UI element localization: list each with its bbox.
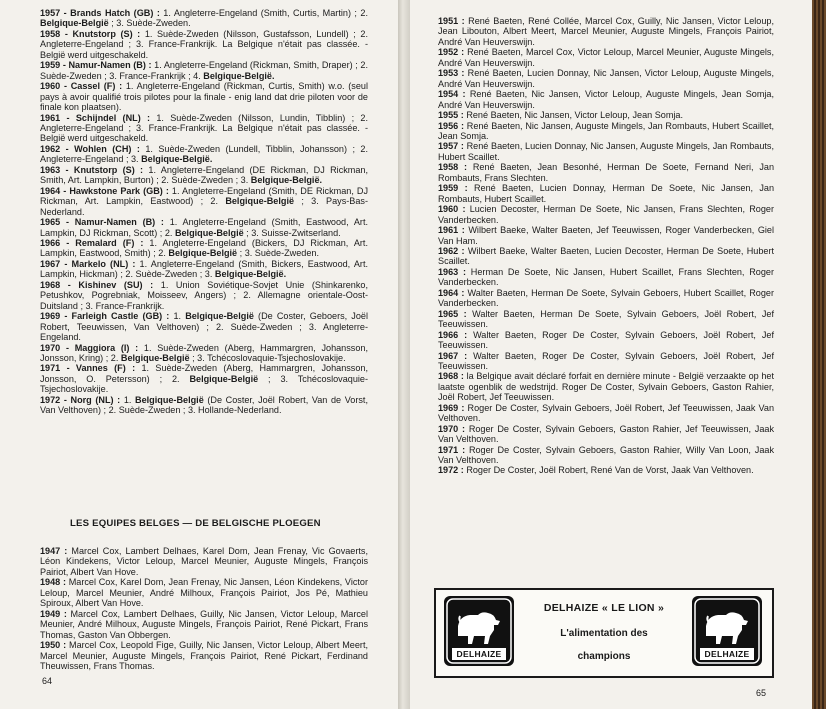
- team-year: 1954 :: [438, 89, 470, 100]
- result-belgium: Belgique-België: [225, 196, 295, 207]
- team-members: René Baeten, Lucien Donnay, Nic Jansen, Victor Leloup, Auguste Mingels, André Van Heuverswijn.: [438, 68, 775, 89]
- team-members: Lucien Decoster, Herman De Soete, Nic Jansen, Frans Slechten, Roger Vanderbecken.: [438, 204, 774, 225]
- team-year: 1956 :: [438, 120, 467, 131]
- team-entry: [438, 288, 774, 309]
- team-entry: [438, 141, 774, 162]
- result-text: 1. Angleterre-Engeland (Smith, Eastwood, Art. Lampkin, DJ Rickman, Scott) ; 2.: [40, 217, 369, 238]
- team-entry: [438, 403, 774, 424]
- team-members: Marcel Cox, Lambert Delhaes, Karel Dom, Jean Frenay, Vic Govaerts, Léon Kindekens, Victor Leloup, Marcel Meunier, Auguste Mingels, François Pairiot, Albert Van Hove.: [40, 546, 368, 577]
- result-entry: [40, 8, 368, 29]
- team-members: Roger De Coster, Sylvain Geboers, Gaston Rahier, Willy Van Loon, Jaak Van Velthoven.: [438, 444, 775, 466]
- result-belgium: Belgique-België: [168, 248, 238, 259]
- team-year: 1950 :: [40, 640, 70, 651]
- result-belgium: Belgique-België: [185, 311, 254, 322]
- result-text: 1. Angleterre-Engeland (Smith, Bickers, Eastwood, Art. Lampkin, Hickman) ; 2. Suède-Zweden ; 3.: [40, 258, 368, 280]
- team-entry: [438, 424, 774, 445]
- team-members: René Baeten, Jean Besonhé, Herman De Soete, Fernand Neri, Jan Rombauts, Frans Slechten.: [438, 162, 775, 183]
- result-text: 1. Angleterre-Engeland (Smith, DE Rickman, DJ Rickman, Art. Lampkin, Eastwood) ; 2.: [40, 185, 369, 207]
- result-entry: [40, 113, 368, 144]
- team-year: 1964 :: [438, 287, 468, 298]
- delhaize-lion-logo-left: [444, 596, 514, 666]
- result-year-place: 1970 - Maggiora (I) :: [40, 342, 144, 353]
- team-entry: [438, 183, 774, 204]
- result-tail: ; 3. Suède-Zweden.: [108, 18, 191, 29]
- result-belgium: Belgique-België.: [214, 269, 287, 280]
- result-year-place: 1962 - Wohlen (CH) :: [40, 143, 146, 154]
- team-year: 1951 :: [438, 16, 469, 26]
- team-entry: [438, 16, 774, 47]
- team-members: Walter Baeten, Roger De Coster, Sylvain Geboers, Joël Robert, Jef Teeuwissen.: [438, 350, 774, 371]
- team-members: la Belgique avait déclaré forfait en dernière minute - België verzaakte op het laatste ogenblik de wedstrijd. Roger De Coster, Sylvain Geboers, Gaston Rahier, Joël Robert, Jef Teeuwissen.: [438, 371, 774, 403]
- team-members: Roger De Coster, Sylvain Geboers, Joël Robert, Jef Teeuwissen, Jaak Van Velthoven.: [438, 402, 774, 424]
- result-belgium: Belgique-België: [174, 227, 244, 238]
- result-text: 1. Suède-Zweden (Aberg, Hammargren, Johansson, Jonsson, O. Petersson) ; 2.: [40, 363, 368, 384]
- result-text: 1.: [173, 311, 186, 322]
- ad-text: [520, 602, 688, 662]
- team-members: Marcel Cox, Lambert Delhaes, Guilly, Nic Jansen, Victor Leloup, Marcel Meunier, André Milhoux, Auguste Mingels, François Pairiot, René Pickart, Frans Thomas, Gaston Van Obbergen.: [40, 608, 369, 640]
- results-list: [40, 8, 368, 416]
- team-entry: [438, 371, 774, 402]
- team-year: 1967 :: [438, 350, 474, 361]
- team-entry: [438, 351, 774, 372]
- result-year-place: 1958 - Knutstorp (S) :: [40, 28, 145, 39]
- result-entry: [40, 311, 368, 342]
- result-tail: ; 3. Suisse-Zwitserland.: [243, 227, 341, 238]
- result-year-place: 1965 - Namur-Namen (B) :: [40, 217, 170, 228]
- logo-word-left: DELHAIZE: [456, 649, 502, 659]
- team-members: René Baeten, Lucien Donnay, Herman De Soete, Nic Jansen, Jan Rombauts, Hubert Scaillet.: [438, 183, 775, 204]
- result-tail: ; 3. Tchécoslovaquie-Tsjechoslovakije.: [189, 352, 346, 363]
- result-tail: ; 3. Tchécoslovaquie-Tsjechoslovakije.: [40, 373, 368, 395]
- book-gutter: [398, 0, 410, 709]
- team-entry: [438, 267, 774, 288]
- team-members: Walter Baeten, Herman De Soete, Sylvain Geboers, Hubert Scaillet, Roger Vanderbecken.: [438, 287, 775, 309]
- team-entry: [40, 609, 368, 640]
- result-text: 1. Suède-Zweden (Aberg, Hammargren, Johansson, Jonsson, Kring) ; 2.: [40, 342, 368, 363]
- result-tail: (De Coster, Joël Robert, Van de Vorst, Van Velthoven) ; 2. Suède-Zweden ; 3. Hollande-Nederland.: [40, 394, 368, 416]
- team-year: 1949 :: [40, 608, 71, 619]
- result-text: 1. Union Soviétique-Sovjet Unie (Shinkarenko, Petushkov, Pogrebniak, Moisseev, Angers) ; 2. Allemagne orientale-Oost-Duitsland ; 3. France-Frankrijk.: [40, 279, 368, 311]
- result-text: 1. Angleterre-Engeland (Rickman, Curtis, Smith) w.o. (seul pays à avoir qualifié trois pilotes pour la finale - enig land dat drie piloten voor de finale kon plaatsen).: [40, 81, 368, 113]
- team-members: Walter Baeten, Herman De Soete, Sylvain Geboers, Joël Robert, Jef Teeuwissen.: [438, 308, 774, 330]
- section-title: LES EQUIPES BELGES — DE BELGISCHE PLOEGEN: [70, 518, 321, 529]
- team-year: 1957 :: [438, 141, 467, 152]
- result-belgium: Belgique-België: [189, 373, 259, 384]
- team-year: 1958 :: [438, 162, 473, 173]
- result-entry: [40, 343, 368, 364]
- result-entry: [40, 238, 368, 259]
- team-members: Marcel Cox, Karel Dom, Jean Frenay, Nic Jansen, Léon Kindekens, Victor Leloup, Marcel Meunier, André Milhoux, François Pairiot, Jos Pé, Mathieu Spiroux, Albert Van Hove.: [40, 577, 368, 609]
- book-page-edges: [812, 0, 826, 709]
- team-entry: [438, 246, 774, 267]
- team-year: 1970 :: [438, 423, 469, 434]
- team-year: 1969 :: [438, 402, 468, 413]
- result-tail: ; 3. Suède-Zweden.: [237, 248, 320, 259]
- result-text: 1. Angleterre-Engeland (Smith, Curtis, Martin) ; 2.: [163, 8, 368, 18]
- team-year: 1962 :: [438, 245, 468, 256]
- result-year-place: 1963 - Knutstorp (S) :: [40, 164, 149, 175]
- team-entry: [40, 640, 368, 671]
- result-entry: [40, 363, 368, 394]
- team-entry: [438, 121, 774, 142]
- result-year-place: 1957 - Brands Hatch (GB) :: [40, 8, 164, 18]
- ad-headline: DELHAIZE « LE LION »: [543, 602, 665, 614]
- team-entry: [438, 47, 774, 68]
- team-members: Wilbert Baeke, Walter Baeten, Jef Teeuwissen, Roger Vanderbecken, Giel Van Ham.: [438, 225, 774, 246]
- result-year-place: 1969 - Farleigh Castle (GB) :: [40, 311, 174, 322]
- team-members: René Baeten, René Collée, Marcel Cox, Guilly, Nic Jansen, Victor Leloup, Jean Libouton, Albert Meert, Marcel Meunier, Auguste Mingels, François Pairiot, André Van Heuverswijn.: [438, 16, 775, 47]
- result-text: 1. Angleterre-Engeland (DE Rickman, DJ Rickman, Smith, Art. Lampkin, Burton) ; 2. Suède-Zweden ; 3.: [40, 164, 368, 186]
- result-entry: [40, 395, 368, 416]
- team-members: Walter Baeten, Roger De Coster, Sylvain Geboers, Joël Robert, Jef Teeuwissen.: [438, 329, 774, 351]
- result-belgium: Belgique-België.: [141, 154, 213, 165]
- team-entry: [40, 577, 368, 608]
- result-belgium: Belgique-België: [40, 18, 109, 29]
- page-number-left: 64: [42, 676, 53, 686]
- team-year: 1961 :: [438, 225, 469, 236]
- result-text: 1. Suède-Zweden (Nilsson, Gustafsson, Lundell) ; 2. Angleterre-Engeland ; 3. France-Frankrijk. La Belgique n'était pas classée. - België werd uitgeschakeld.: [40, 28, 368, 60]
- result-text: 1.: [123, 394, 136, 405]
- team-members: Wilbert Baeke, Walter Baeten, Lucien Decoster, Herman De Soete, Hubert Scaillet.: [438, 245, 774, 267]
- result-entry: [40, 217, 368, 238]
- page-number-right: 65: [756, 688, 767, 698]
- team-members: Marcel Cox, Leopold Fige, Guilly, Nic Jansen, Victor Leloup, Albert Meert, Marcel Meunier, Auguste Mingels, François Pairiot, René Pickart, Ferdinand Theuwissen, Frans Thomas.: [40, 640, 368, 671]
- result-year-place: 1961 - Schijndel (NL) :: [40, 112, 157, 123]
- result-year-place: 1971 - Vannes (F) :: [40, 363, 142, 374]
- team-entry: [438, 68, 774, 89]
- result-year-place: 1967 - Markelo (NL) :: [40, 258, 140, 269]
- result-entry: [40, 280, 368, 311]
- ad-line-3: champions: [577, 651, 631, 662]
- team-entry: [438, 110, 774, 120]
- right-page: [410, 0, 812, 709]
- team-year: 1947 :: [40, 546, 72, 556]
- result-tail: (De Coster, Geboers, Joël Robert, Teeuwissen, Van Velthoven) ; 2. Suède-Zweden ; 3. Angleterre-Engeland.: [40, 311, 368, 343]
- result-entry: [40, 259, 368, 280]
- team-entry: [438, 225, 774, 246]
- result-entry: [40, 144, 368, 165]
- team-year: 1948 :: [40, 577, 69, 588]
- result-belgium: Belgique-België: [120, 352, 190, 363]
- result-belgium: Belgique-België: [135, 394, 204, 405]
- teams-list-right: [438, 16, 774, 476]
- team-year: 1960 :: [438, 204, 470, 215]
- team-members: René Baeten, Nic Jansen, Auguste Mingels, Jan Rombauts, Hubert Scaillet, Jean Somja.: [438, 120, 775, 141]
- result-entry: [40, 81, 368, 112]
- team-entry: [438, 89, 774, 110]
- result-text: 1. Angleterre-Engeland (Bickers, DJ Rickman, Art. Lampkin, Eastwood, Smith) ; 2.: [40, 237, 368, 259]
- team-entry: [438, 330, 774, 351]
- logo-word-right: DELHAIZE: [704, 649, 750, 659]
- team-members: René Baeten, Nic Jansen, Victor Leloup, Jean Somja.: [466, 110, 684, 121]
- result-year-place: 1964 - Hawkstone Park (GB) :: [40, 185, 172, 196]
- delhaize-advertisement: [434, 588, 774, 678]
- result-belgium: Belgique-België.: [250, 175, 323, 186]
- team-year: 1972 :: [438, 465, 467, 476]
- result-year-place: 1968 - Kishinev (SU) :: [40, 279, 161, 290]
- ad-line-2: L'alimentation des: [560, 628, 648, 639]
- result-entry: [40, 186, 368, 217]
- result-year-place: 1960 - Cassel (F) :: [40, 81, 126, 92]
- team-members: René Baeten, Lucien Donnay, Nic Jansen, Auguste Mingels, Jan Rombauts, Hubert Scaillet.: [438, 141, 775, 162]
- team-members: Herman De Soete, Nic Jansen, Hubert Scaillet, Frans Slechten, Roger Vanderbecken.: [438, 266, 774, 288]
- result-text: 1. Angleterre-Engeland (Rickman, Smith, Draper) ; 2. Suède-Zweden ; 3. France-Frankrijk ; 4.: [40, 60, 368, 81]
- team-entry: [438, 162, 774, 183]
- team-members: Roger De Coster, Sylvain Geboers, Gaston Rahier, Jef Teeuwissen, Jaak Van Velthoven.: [438, 423, 775, 445]
- result-entry: [40, 60, 368, 81]
- team-entry: [438, 309, 774, 330]
- team-members: René Baeten, Marcel Cox, Victor Leloup, Marcel Meunier, Auguste Mingels, André Van Heuverswijn.: [438, 47, 775, 68]
- team-year: 1965 :: [438, 308, 473, 319]
- team-year: 1963 :: [438, 266, 471, 277]
- team-year: 1955 :: [438, 110, 467, 121]
- team-year: 1968 :: [438, 371, 467, 382]
- result-year-place: 1972 - Norg (NL) :: [40, 394, 124, 405]
- result-entry: [40, 165, 368, 186]
- team-year: 1959 :: [438, 183, 474, 194]
- team-year: 1971 :: [438, 444, 469, 455]
- team-year: 1952 :: [438, 47, 468, 58]
- result-text: 1. Suède-Zweden (Nilsson, Lundin, Tibblin) ; 2. Angleterre-Engeland ; 3. France-Frankrijk. La Belgique n'était pas classée. - België werd uitgeschakeld.: [40, 112, 368, 144]
- result-belgium: Belgique-België.: [203, 70, 275, 81]
- result-tail: ; 3. Pays-Bas-Nederland.: [40, 196, 368, 217]
- teams-list-left: [40, 546, 368, 671]
- result-text: 1. Suède-Zweden (Lundell, Tibblin, Johansson) ; 2. Angleterre-Engeland ; 3.: [40, 143, 368, 165]
- team-entry: [438, 204, 774, 225]
- left-page: [0, 0, 398, 709]
- team-members: René Baeten, Nic Jansen, Victor Leloup, Auguste Mingels, Jean Somja, André Van Heuverswijn.: [438, 89, 775, 110]
- result-year-place: 1966 - Remalard (F) :: [40, 237, 150, 248]
- team-year: 1953 :: [438, 68, 468, 79]
- result-entry: [40, 29, 368, 60]
- team-entry: [40, 546, 368, 577]
- delhaize-lion-logo-right: [692, 596, 762, 666]
- team-year: 1966 :: [438, 329, 474, 340]
- team-entry: [438, 465, 774, 475]
- team-members: Roger De Coster, Joël Robert, René Van de Vorst, Jaak Van Velthoven.: [466, 465, 754, 476]
- team-entry: [438, 445, 774, 466]
- result-year-place: 1959 - Namur-Namen (B) :: [40, 60, 155, 71]
